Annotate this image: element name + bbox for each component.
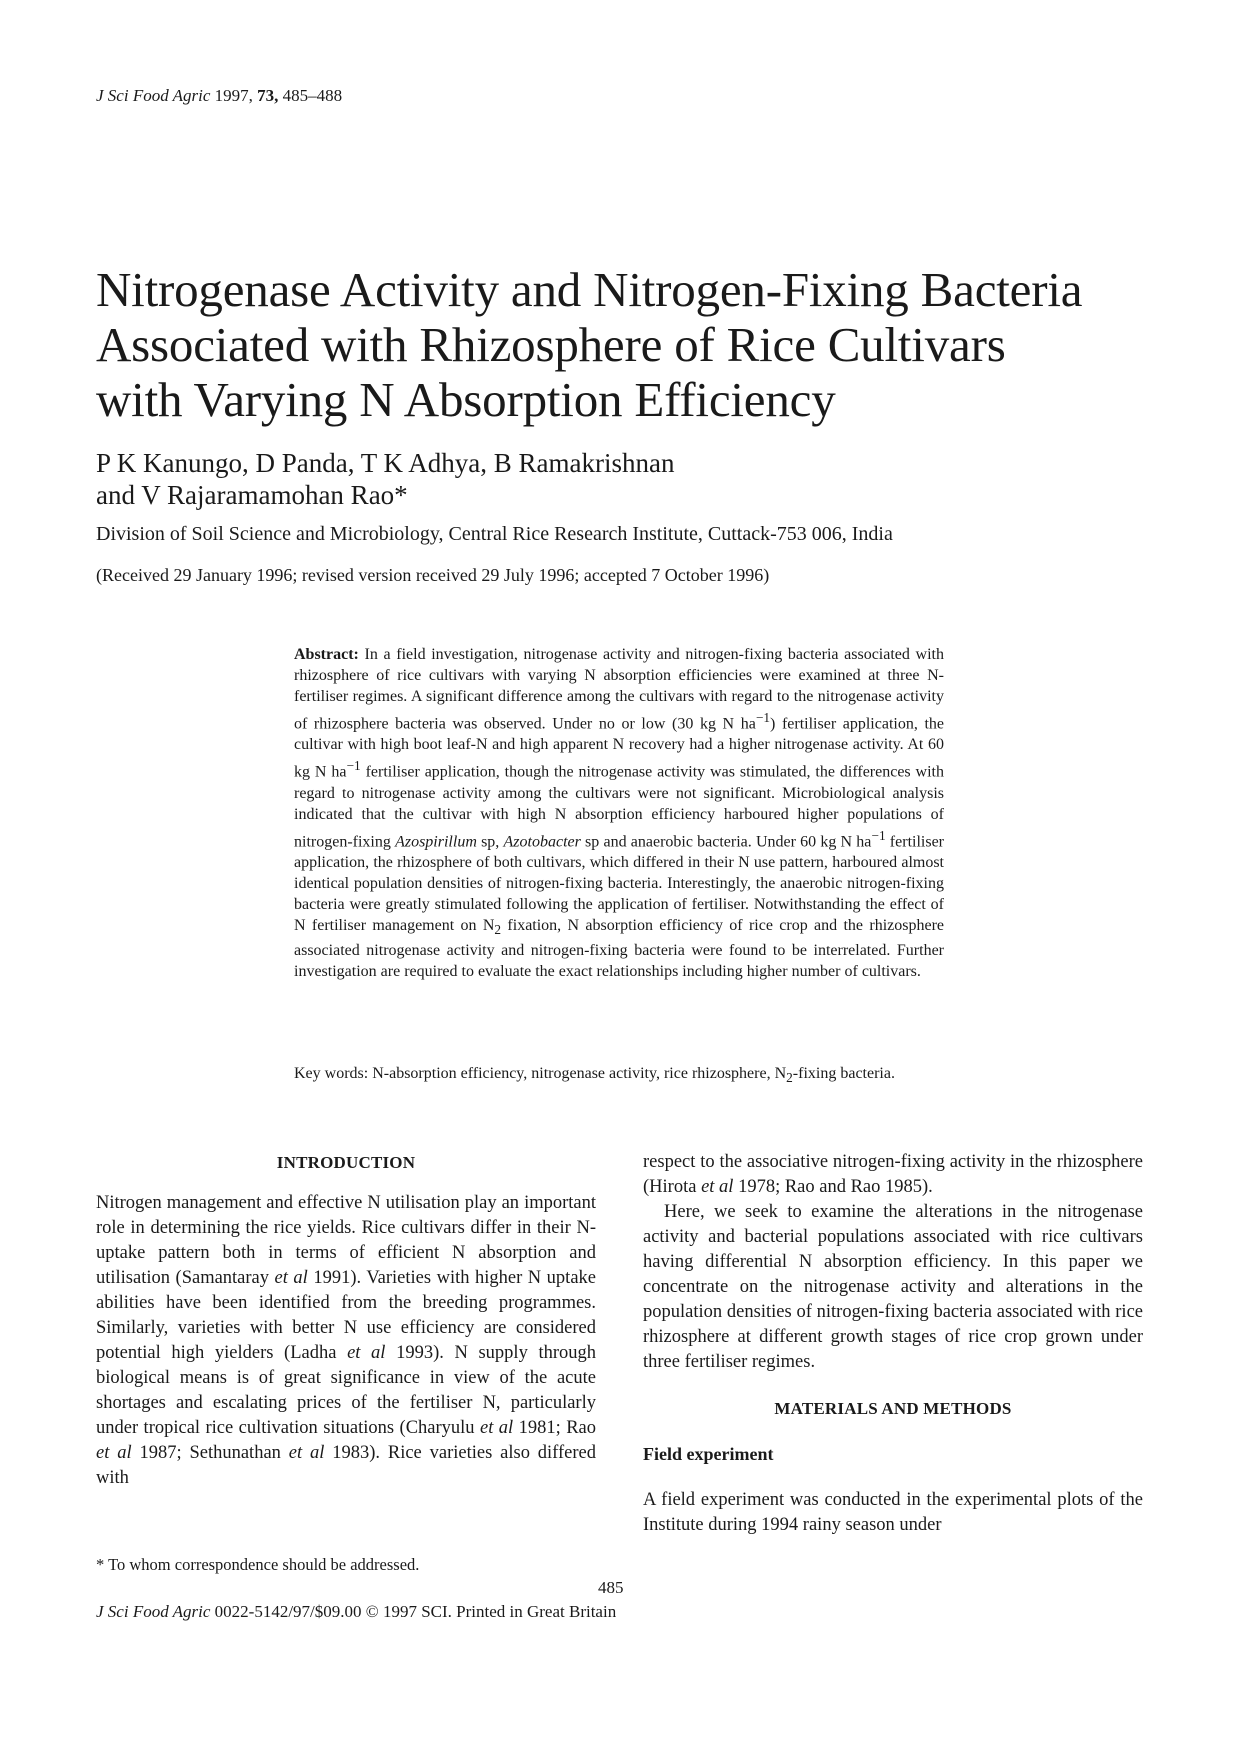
intro-text: 1991). Varieties with higher N uptake abilities have been identified from the breeding programmes. Similarly, varieties with better N use efficiency are considered potential high yielders (Ladha (96, 1268, 596, 1363)
right-column (643, 1150, 1143, 1538)
author-list (96, 447, 996, 511)
page-footer (96, 1602, 616, 1622)
authors-line-1: P K Kanungo, D Panda, T K Adhya, B Ramakrishnan (96, 448, 675, 478)
footer-journal: J Sci Food Agric (96, 1602, 211, 1621)
title-line-2: Associated with Rhizosphere of Rice Cultivars (96, 317, 1006, 372)
abstract-text: In a field investigation, nitrogenase activity and nitrogen-fixing bacteria associated with rhizosphere of rice cultivars with varying N absorption efficiencies were examined at three N-fertiliser regimes. A significant difference among the cultivars with regard to the nitrogenase activity of rhizosphere bacteria was observed. Under no or low (30 kg N ha (294, 646, 944, 733)
intro-text: 1981; Rao (513, 1418, 596, 1438)
keywords-text: Key words: N-absorption efficiency, nitrogenase activity, rice rhizosphere, N (294, 1065, 787, 1082)
methods-heading: MATERIALS AND METHODS (774, 1399, 1012, 1418)
abstract-subscript: 2 (494, 922, 502, 938)
intro-text: 1987; Sethunathan (131, 1443, 289, 1463)
intro-etal: et al (288, 1443, 325, 1463)
right-text: 1978; Rao and Rao 1985). (733, 1177, 933, 1197)
right-text: respect to the associative nitrogen-fixing activity in the rhizosphere (Hirota (643, 1152, 1143, 1197)
spacer (643, 1467, 1143, 1488)
authors-line-2: and V Rajaramamohan Rao* (96, 480, 408, 510)
received-dates: (Received 29 January 1996; revised version received 29 July 1996; accepted 7 October 1996) (96, 565, 770, 585)
keywords-subscript: 2 (786, 1070, 793, 1086)
journal-pages: 485–488 (282, 86, 343, 105)
spacer (643, 1375, 1143, 1396)
paper-title (96, 262, 1156, 427)
right-etal: et al (701, 1177, 734, 1197)
intro-etal: et al (347, 1343, 386, 1363)
intro-etal: et al (274, 1268, 308, 1288)
abstract-text: fertiliser application, though the nitrogenase activity was stimulated, the differences with regard to nitrogenase activity among the cultivars were not significant. Microbiological analysis indicated that the cultivar with high N absorption efficiency harboured higher populations of nitrogen-fixing (294, 763, 945, 850)
abstract-label: Abstract: (294, 646, 359, 663)
intro-text: 1993). N supply through biological means is of great significance in view of the acute shortages and escalating prices of the fertiliser N, particularly under tropical rice cultivation situations (Charyulu (96, 1343, 596, 1438)
abstract-text: sp, (476, 832, 504, 850)
abstract-superscript: −1 (871, 827, 886, 843)
page-number: 485 (598, 1578, 624, 1597)
aims-paragraph: Here, we seek to examine the alterations in the nitrogenase activity and bacterial populations associated with rice cultivars having differential N absorption efficiency. In this paper we concentrate on the nitrogenase activity and alterations in the population densities of nitrogen-fixing bacteria associated with rice rhizosphere at different growth stages of rice crop grown under three fertiliser regimes. (643, 1202, 1143, 1372)
spacer (96, 1175, 596, 1191)
abstract-text: fertiliser application, the rhizosphere of both cultivars, which differed in their N use pattern, harboured almost identical population densities of nitrogen-fixing bacteria. Interestingly, the anaerobic nitrogen-fixing bacteria were greatly stimulated following the application of fertiliser. Notwithstanding the effect of N fertiliser management on N (294, 832, 945, 934)
abstract-text: ) fertiliser application, the cultivar with high boot leaf-N and high apparent N recovery had a higher nitrogenase activity. At 60 kg N ha (294, 715, 944, 781)
affiliation: Division of Soil Science and Microbiology, Central Rice Research Institute, Cuttack-753 006, India (96, 523, 893, 545)
abstract (294, 644, 944, 982)
spacer (643, 1421, 1143, 1442)
footnote: * To whom correspondence should be addressed. (96, 1555, 420, 1574)
abstract-superscript: −1 (346, 758, 361, 774)
intro-etal: et al (480, 1418, 514, 1438)
intro-etal: et al (96, 1443, 132, 1463)
keywords-text: -fixing bacteria. (792, 1065, 895, 1082)
field-experiment-heading: Field experiment (643, 1444, 774, 1464)
abstract-text: fixation, N absorption efficiency of rice crop and the rhizosphere associated nitrogenase activity and nitrogen-fixing bacteria were found to be interrelated. Further investigation are required to evaluate the exact relationships including higher number of cultivars. (294, 916, 945, 981)
field-experiment-paragraph: A field experiment was conducted in the experimental plots of the Institute during 1994 rainy season under (643, 1490, 1143, 1535)
journal-name: J Sci Food Agric (96, 86, 211, 105)
abstract-text: sp and anaerobic bacteria. Under 60 kg N ha (580, 832, 872, 850)
introduction-paragraph (96, 1191, 596, 1491)
running-head (96, 86, 342, 106)
intro-text: Nitrogen management and effective N utilisation play an important role in determining the rice yields. Rice cultivars differ in their N-uptake pattern both in terms of efficient N absorption and utilisation (Samantaray (96, 1193, 596, 1288)
genus-azospirillum: Azospirillum (395, 832, 477, 850)
journal-volume: 73, (257, 86, 279, 105)
abstract-superscript: −1 (755, 710, 771, 725)
title-line-1: Nitrogenase Activity and Nitrogen-Fixing Bacteria (96, 262, 1083, 317)
journal-year: 1997, (214, 86, 253, 105)
introduction-heading: INTRODUCTION (276, 1153, 416, 1172)
title-line-3: with Varying N Absorption Efficiency (96, 372, 836, 427)
genus-azotobacter: Azotobacter (503, 832, 581, 850)
keywords (294, 1063, 944, 1088)
footer-text: 0022-5142/97/$09.00 © 1997 SCI. Printed in Great Britain (210, 1602, 617, 1621)
intro-text: 1983). Rice varieties also differed with (96, 1443, 597, 1488)
left-column (96, 1150, 596, 1491)
continued-paragraph (643, 1150, 1143, 1200)
